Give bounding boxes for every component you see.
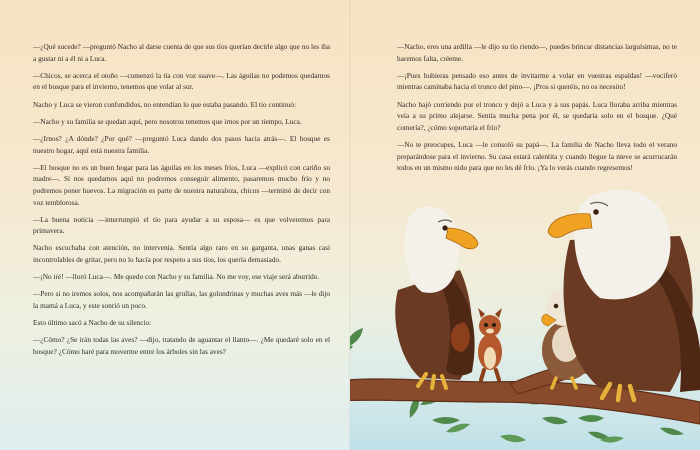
paragraph: Nacho y Luca se vieron confundidos, no entendían lo que estaba pasando. El tío continuó:: [33, 99, 297, 109]
left-page-text: [33, 41, 330, 363]
paragraph: —No te preocupes, Luca —le consoló su papá—. La familia de Nacho lleva todo el verano preparándose para el invierno. Su casa estará calentita y cuando llegue la nieve se acurrucarán todos en un mismo nido para que no les dé frío. ¡Ya lo verás cuando regresemos!: [397, 139, 677, 173]
paragraph: —Chicos, se acerca el otoño —comenzó la tía con voz suave—. Las águilas no podemos quedarnos en el bosque para el invierno, tenemos que volar al sur.: [33, 70, 330, 92]
paragraph: —El bosque no es un buen hogar para las águilas en los meses fríos, Luca —explicó con cariño su madre—. Si nos quedamos aquí no podremos conseguir alimento, pasaremos mucho frío y no podremos poner huevos. La migración es parte de nuestra naturaleza, chicos —terminó de decir con voz temblorosa.: [33, 162, 330, 207]
paragraph: —¿Irnos? ¿A dónde? ¿Por qué? —preguntó Luca dando dos pasos hacia atrás—. El bosque es nuestro hogar, aquí está nuestra familia.: [33, 133, 330, 155]
paragraph: —¡No iré! —lloró Luca—. Me quedo con Nacho y su familia. No me voy, ese viaje será aburrido.: [33, 272, 320, 282]
paragraph: —La buena noticia —interrumpió el tío para ayudar a su esposa— es que volveremos para primavera.: [33, 214, 330, 236]
paragraph: Nacho bajó corriendo por el tronco y dejó a Luca y a sus papás. Luca lloraba arriba mientras veía a su primo alejarse. Sentía mucha pena por él, se quedaría solo en el bosque. ¿Qué comería?, ¿cómo soportaría el frío?: [397, 99, 677, 132]
paragraph: —¡Pues hubieras pensado eso antes de invitarme a volar en vuestras espaldas! —vociferó mientras caminaba hacia el tronco del pino—. ¡Pros si queréis, no os necesito!: [397, 70, 677, 92]
paragraph: —Nacho y su familia se quedan aquí, pero nosotros tenemos que irnos por un tiempo, Luca.: [33, 116, 302, 126]
eagle-mother: [395, 207, 478, 388]
paragraph: Nacho escuchaba con atención, no intervenía. Sentía algo raro en su garganta, unas ganas casi incontrolables de gritar, pero no lo hacía por respeto a sus tíos, los quería demasiado.: [33, 243, 330, 265]
right-page-text: [397, 41, 677, 179]
paragraph: —Pero si no iremos solos, nos acompañarán las grullas, las golondrinas y muchas aves más —le dijo la mamá a Luca, y este sonrió un poco.: [33, 289, 330, 311]
paragraph: —¿Cómo? ¿Se irán todas las aves? —dijo, tratando de aguantar el llanto—. ¿Me quedaré solo en el bosque? ¿Cómo haré para moverme entre los árboles sin las aves?: [33, 335, 330, 356]
paragraph: —Nacho, eres una ardilla —le dijo su tío riendo—, puedes brincar distancias larguísimas, no te haremos falta, créeme.: [397, 42, 677, 63]
right-page: [350, 0, 700, 450]
paragraph: Esto último sacó a Nacho de su silencio:: [33, 318, 152, 328]
paragraph: —¿Qué sucede? —preguntó Nacho al darse cuenta de que sus tíos querían decirle algo que no les iba a gustar ni a él ni a Luca.: [33, 42, 330, 63]
